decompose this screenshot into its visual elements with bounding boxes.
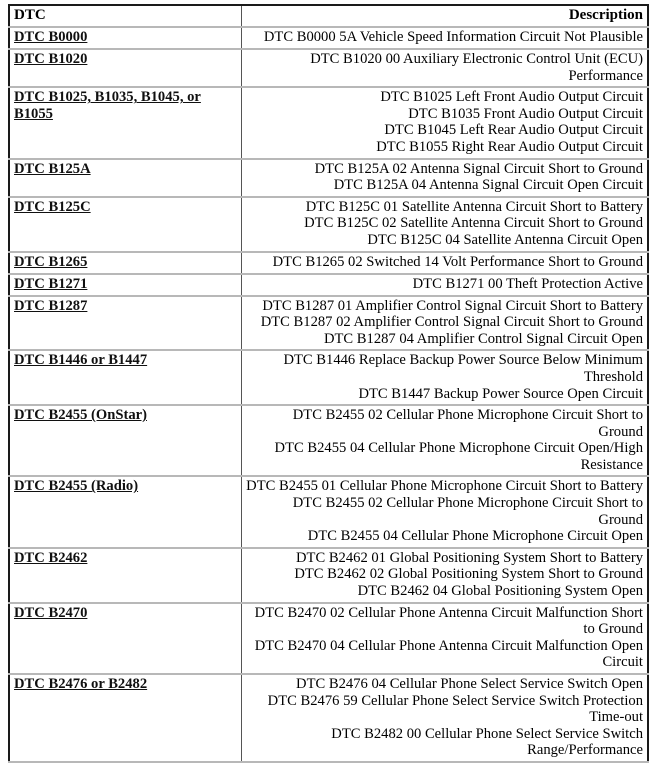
table-row (9, 274, 648, 296)
dtc-link[interactable]: DTC B1287 (14, 297, 88, 314)
description-line: DTC B1055 Right Rear Audio Output Circuit (376, 138, 643, 155)
description-line: DTC B2462 02 Global Positioning System Short to Ground (294, 566, 643, 583)
table-row (9, 49, 648, 87)
dtc-link[interactable]: DTC B125C (14, 198, 91, 215)
dtc-link[interactable]: DTC B125A (14, 160, 91, 177)
dtc-link[interactable]: DTC B1271 (14, 275, 88, 292)
description-cell (241, 350, 648, 405)
dtc-cell (9, 159, 241, 197)
description-cell (241, 603, 648, 674)
description-line: DTC B1045 Left Rear Audio Output Circuit (384, 122, 643, 139)
description-line: DTC B0000 5A Vehicle Speed Information Circuit Not Plausible (263, 29, 643, 45)
table-row (9, 197, 648, 252)
dtc-cell (9, 87, 241, 158)
description-line: DTC B125A 02 Antenna Signal Circuit Short to Ground (314, 160, 643, 177)
description-line: DTC B2476 04 Cellular Phone Select Service Switch Open (296, 676, 643, 692)
description-line: DTC B1287 01 Amplifier Control Signal Circuit Short to Battery (262, 297, 643, 314)
dtc-cell (9, 405, 241, 476)
table-row (9, 296, 648, 351)
table-header-row (9, 5, 648, 27)
table-row (9, 252, 648, 274)
description-line: DTC B1265 02 Switched 14 Volt Performance Short to Ground (272, 253, 643, 270)
description-line: DTC B125C 01 Satellite Antenna Circuit Short to Battery (305, 198, 643, 215)
table-row (9, 159, 648, 197)
description-cell (241, 159, 648, 197)
dtc-link[interactable]: DTC B2476 or B2482 (14, 676, 148, 692)
description-cell (241, 274, 648, 296)
description-cell (241, 252, 648, 274)
dtc-link[interactable]: DTC B2462 (14, 549, 88, 566)
description-line: DTC B1271 00 Theft Protection Active (412, 275, 643, 292)
description-line: DTC B2455 01 Cellular Phone Microphone Circuit Short to Battery (246, 478, 643, 495)
dtc-link[interactable]: DTC B2455 (OnStar) (14, 407, 147, 424)
dtc-cell (9, 274, 241, 296)
description-cell (241, 197, 648, 252)
description-line: DTC B125C 02 Satellite Antenna Circuit Short to Ground (304, 215, 643, 232)
description-line: DTC B1287 04 Amplifier Control Signal Circuit Open (323, 330, 643, 347)
dtc-cell (9, 674, 241, 762)
description-line: DTC B2455 04 Cellular Phone Microphone Circuit Open (307, 528, 643, 545)
description-line: DTC B2482 00 Cellular Phone Select Service Switch Range/Performance (331, 725, 643, 759)
column-header-dtc: DTC (9, 5, 241, 27)
description-cell (241, 405, 648, 476)
description-cell (241, 548, 648, 603)
dtc-cell (9, 476, 241, 547)
description-line: DTC B1447 Backup Power Source Open Circuit (358, 385, 643, 402)
description-line: DTC B1025 Left Front Audio Output Circuit (380, 89, 643, 106)
dtc-link[interactable]: DTC B1020 (14, 51, 88, 67)
description-line: DTC B2476 59 Cellular Phone Select Service Switch Protection Time-out (267, 692, 643, 726)
table-row (9, 405, 648, 476)
dtc-link[interactable]: DTC B1025, B1035, B1045, or B1055 (14, 89, 201, 123)
dtc-link[interactable]: DTC B0000 (14, 29, 88, 45)
table-row (9, 27, 648, 49)
table-body (9, 27, 648, 762)
dtc-cell (9, 350, 241, 405)
column-header-description: Description (241, 5, 648, 27)
description-line: DTC B1035 Front Audio Output Circuit (408, 105, 643, 122)
dtc-link[interactable]: DTC B1265 (14, 253, 88, 270)
description-cell (241, 476, 648, 547)
description-cell (241, 674, 648, 762)
description-line: DTC B2462 04 Global Positioning System Open (357, 583, 643, 600)
description-line: DTC B2455 04 Cellular Phone Microphone Circuit Open/High Resistance (274, 440, 643, 473)
dtc-cell (9, 27, 241, 49)
dtc-cell (9, 197, 241, 252)
description-line: DTC B125A 04 Antenna Signal Circuit Open Circuit (333, 177, 643, 194)
description-line: DTC B2470 04 Cellular Phone Antenna Circuit Malfunction Open Circuit (254, 637, 643, 671)
description-cell (241, 27, 648, 49)
description-line: DTC B1020 00 Auxiliary Electronic Control Unit (ECU) Performance (310, 51, 643, 84)
dtc-cell (9, 603, 241, 674)
table-row (9, 548, 648, 603)
description-line: DTC B2455 02 Cellular Phone Microphone Circuit Short to Ground (292, 495, 643, 528)
dtc-cell (9, 548, 241, 603)
description-line: DTC B125C 04 Satellite Antenna Circuit Open (367, 231, 643, 248)
table-row (9, 476, 648, 547)
dtc-link[interactable]: DTC B2455 (Radio) (14, 478, 139, 495)
dtc-cell (9, 296, 241, 351)
table-row (9, 87, 648, 158)
description-line: DTC B1446 Replace Backup Power Source Below Minimum Threshold (283, 352, 643, 385)
description-line: DTC B1287 02 Amplifier Control Signal Circuit Short to Ground (260, 314, 643, 331)
description-line: DTC B2455 02 Cellular Phone Microphone Circuit Short to Ground (292, 407, 643, 440)
description-cell (241, 49, 648, 87)
table-row (9, 674, 648, 762)
description-line: DTC B2462 01 Global Positioning System Short to Battery (295, 549, 643, 566)
dtc-description-table (8, 4, 649, 763)
description-cell (241, 296, 648, 351)
dtc-cell (9, 49, 241, 87)
dtc-link[interactable]: DTC B2470 (14, 604, 88, 621)
description-cell (241, 87, 648, 158)
table-header (9, 5, 648, 27)
dtc-link[interactable]: DTC B1446 or B1447 (14, 352, 148, 369)
description-line: DTC B2470 02 Cellular Phone Antenna Circuit Malfunction Short to Ground (254, 604, 643, 638)
table-row (9, 603, 648, 674)
table-row (9, 350, 648, 405)
dtc-cell (9, 252, 241, 274)
